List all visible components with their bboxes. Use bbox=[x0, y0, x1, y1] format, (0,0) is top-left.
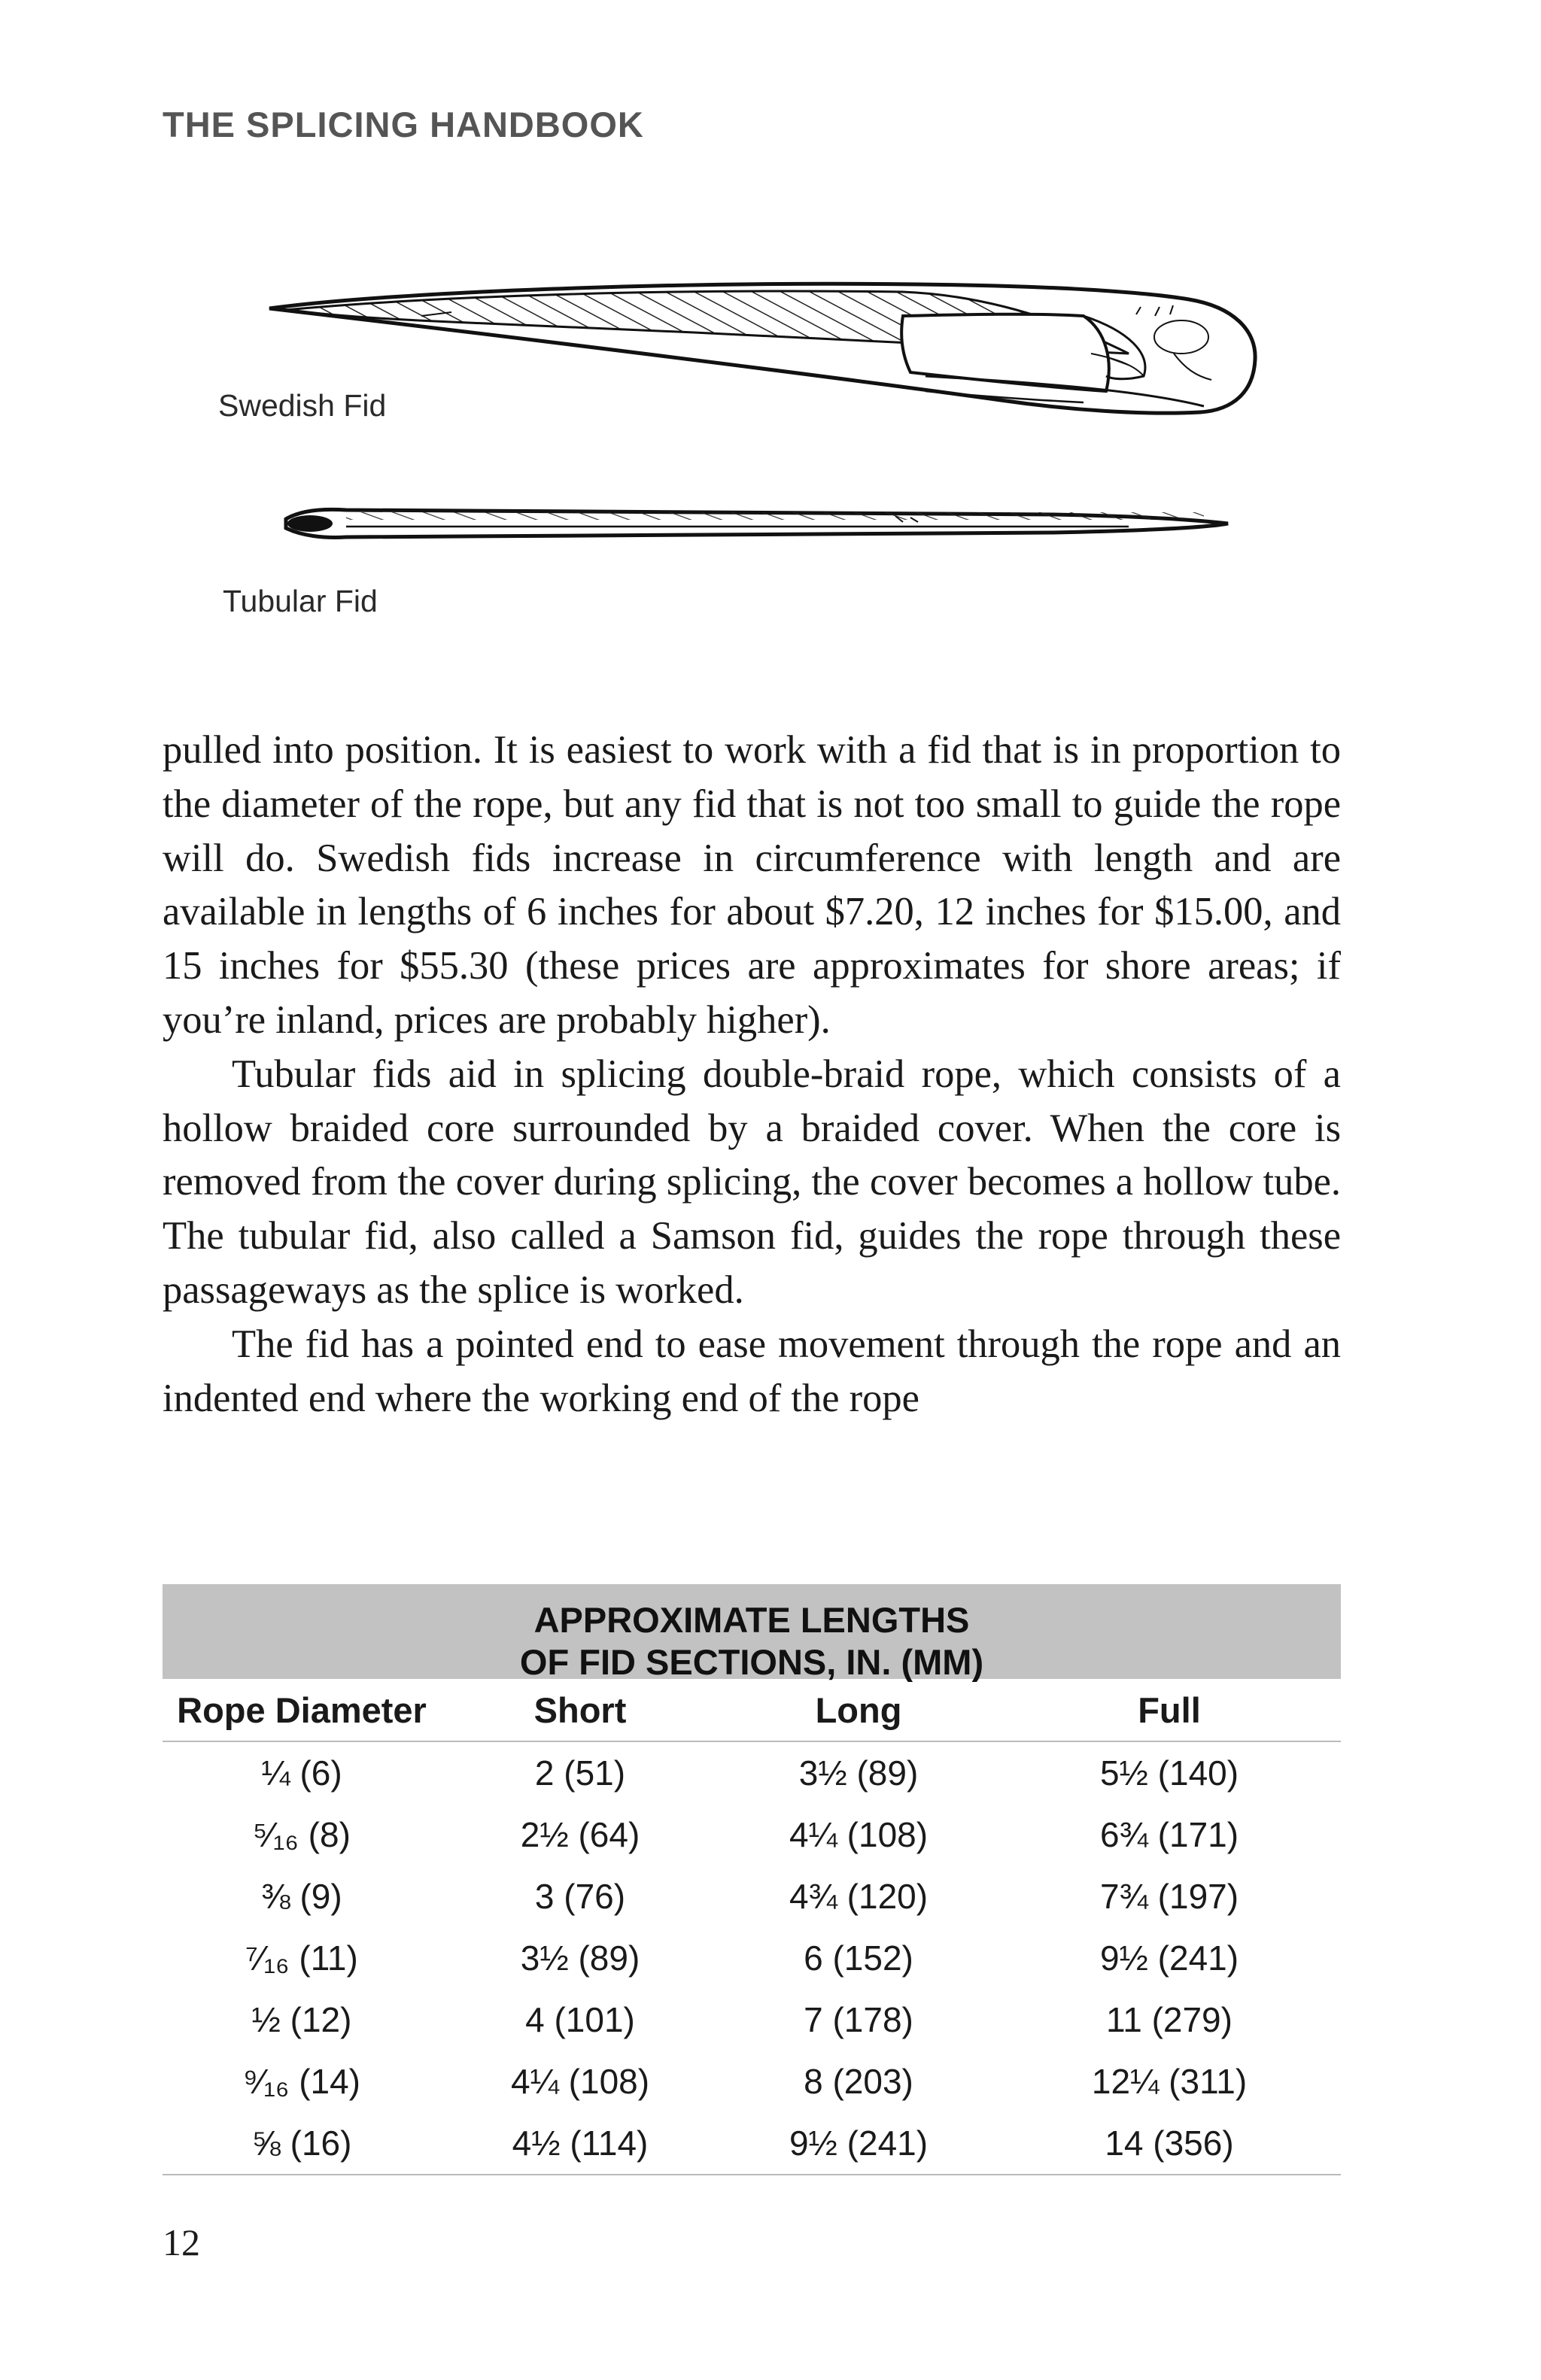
table-cell: 7¾ (197) bbox=[1099, 1877, 1239, 1916]
swedish-fid-drawing bbox=[269, 284, 1255, 413]
table-cell: ⅝ (16) bbox=[163, 2112, 441, 2175]
paragraph: pulled into position. It is easiest to work with a fid that is in proportion to the diameter of the rope, but any fid that is not too small to guide the rope will do. Swedish fids increase in circumference with length and are available in lengths of 6 inches for about $7.20, 12 inches for $15.00, and 15 inches for $55.30 (these prices are approximates for shore areas; if you’re inland, prices are probably higher). bbox=[163, 728, 1341, 1042]
table-cell: ¼ (6) bbox=[261, 1753, 342, 1793]
table-cell: 7 (178) bbox=[804, 2000, 913, 2039]
column-header: Rope Diameter bbox=[163, 1679, 441, 1741]
table-row bbox=[163, 1927, 1341, 1989]
swedish-fid-caption: Swedish Fid bbox=[218, 388, 387, 423]
paragraph: Tubular fids aid in splicing double-braid rope, which consists of a hollow braided core surrounded by a braided cover. When the core is removed from the cover during splicing, the cover becomes a hollow tube. The tubular fid, also called a Samson fid, guides the rope through these passageways as the splice is worked. bbox=[163, 1052, 1341, 1312]
table-cell: ⁵⁄₁₆ (8) bbox=[253, 1815, 351, 1854]
column-header: Short bbox=[441, 1679, 719, 1741]
table-title-line: OF FID SECTIONS, IN. (MM) bbox=[519, 1642, 984, 1682]
table-row bbox=[163, 1804, 1341, 1865]
table-cell: 6¾ (171) bbox=[1099, 1815, 1239, 1854]
running-head: THE SPLICING HANDBOOK bbox=[163, 105, 644, 144]
table-row bbox=[163, 1865, 1341, 1927]
table-row bbox=[163, 1989, 1341, 2051]
table-cell: 3½ (89) bbox=[520, 1938, 640, 1978]
table-cell: 4¾ (120) bbox=[789, 1877, 929, 1916]
table-row bbox=[163, 2051, 1341, 2112]
table-cell: 4 (101) bbox=[525, 2000, 635, 2039]
table-title-line: APPROXIMATE LENGTHS bbox=[533, 1600, 970, 1640]
column-header: Full bbox=[998, 1679, 1341, 1741]
table-cell: ⅜ (9) bbox=[261, 1877, 342, 1916]
page-number: 12 bbox=[163, 2221, 200, 2263]
tubular-fid-caption: Tubular Fid bbox=[223, 584, 378, 618]
table-cell: 11 (279) bbox=[1106, 2000, 1232, 2039]
paragraph: The fid has a pointed end to ease movement through the rope and an indented end where the working end of the rope bbox=[163, 1322, 1341, 1420]
table-cell: ½ (12) bbox=[251, 2000, 352, 2039]
fid-drawings bbox=[0, 0, 1541, 677]
tubular-fid-drawing bbox=[286, 509, 1228, 537]
table-cell: 5½ (140) bbox=[1099, 1753, 1239, 1793]
table bbox=[163, 1679, 1341, 2175]
table-cell: 9½ (241) bbox=[1099, 1938, 1239, 1978]
fid-lengths-table bbox=[163, 1584, 1341, 2175]
table-cell: 14 (356) bbox=[998, 2112, 1341, 2175]
table-cell: 3½ (89) bbox=[798, 1753, 919, 1793]
table-cell: 6 (152) bbox=[804, 1938, 913, 1978]
fid-illustration bbox=[0, 0, 1541, 677]
table-cell: 8 (203) bbox=[804, 2062, 913, 2101]
table-cell: 4½ (114) bbox=[441, 2112, 719, 2175]
table-cell: 12¼ (311) bbox=[1091, 2062, 1248, 2101]
table-header-row bbox=[163, 1679, 1341, 1741]
table-cell: 2½ (64) bbox=[520, 1815, 640, 1854]
table-cell: 4¼ (108) bbox=[510, 2062, 650, 2101]
table-cell: 4¼ (108) bbox=[789, 1815, 929, 1854]
table-cell: ⁷⁄₁₆ (11) bbox=[245, 1938, 358, 1978]
table-row bbox=[163, 1741, 1341, 1804]
column-header: Long bbox=[719, 1679, 998, 1741]
table-cell: ⁹⁄₁₆ (14) bbox=[242, 2062, 361, 2101]
table-cell: 9½ (241) bbox=[719, 2112, 998, 2175]
table-cell: 2 (51) bbox=[534, 1753, 626, 1793]
body-text bbox=[163, 724, 1341, 1425]
table-row bbox=[163, 2112, 1341, 2175]
table-cell: 3 (76) bbox=[534, 1877, 626, 1916]
table-title bbox=[163, 1584, 1341, 1682]
